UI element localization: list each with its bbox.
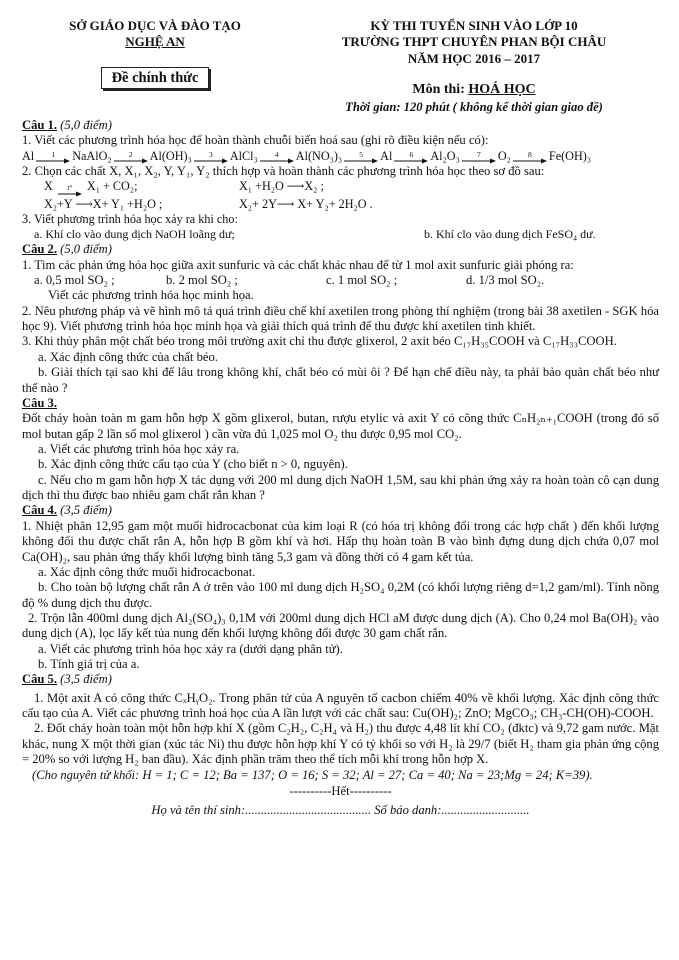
chain-step-number: 6	[409, 149, 414, 159]
department-name: SỞ GIÁO DỤC VÀ ĐÀO TẠO	[69, 18, 241, 33]
chain-substance: O₂	[497, 148, 511, 163]
q2-part3: 3. Khi thủy phân một chất béo trong môi trường axit chỉ thu được glixerol, 2 axit béo C₁₇H₃₅COOH và C₁₇H₃₃COOH.	[22, 334, 617, 349]
chain-substance: Al₂O₃	[430, 148, 460, 163]
question-5-title: Câu 5.	[22, 672, 57, 687]
question-5-points: (3,5 điểm)	[57, 672, 112, 687]
scheme-eq-b: X₁ +H₂O ⟶X₂ ;	[239, 178, 324, 193]
scheme-eq-a: X t° X₁ + CO₂;	[44, 179, 239, 197]
chain-arrow	[394, 151, 428, 164]
q2-option-d: d. 1/3 mol SO₂.	[466, 273, 545, 288]
subject-value: HOÁ HỌC	[468, 81, 536, 97]
q1-part1: 1. Viết các phương trình hóa học để hoàn thành chuỗi biến hoá sau (ghi rõ điều kiện nếu có):	[22, 133, 489, 148]
q1-part3: 3. Viết phương trình hóa học xảy ra khi cho:	[22, 211, 238, 226]
chain-arrow	[462, 151, 496, 164]
chain-arrow	[344, 151, 378, 164]
chain-step-number: 3	[208, 149, 213, 159]
q2-part2: 2. Nêu phương pháp và vẽ hình mô tả quá trình điều chế khí axetilen trong phòng thí nghiệm (trong bài 38 axetilen - SGK hóa học 9). Viết phương trình hóa học minh họa và giải thích quá trình để thu được khí axetilen tinh khiết.	[22, 303, 659, 334]
exam-title-block	[309, 18, 639, 116]
question-3-heading	[22, 396, 659, 411]
chain-substance: Al(NO₃)₃	[295, 148, 343, 163]
chain-substance: Al	[380, 148, 393, 163]
scheme-arrow: t°	[58, 184, 82, 197]
chain-step-number: 2	[128, 149, 133, 159]
q3-statement: Đốt cháy hoàn toàn m gam hỗn hợp X gồm glixerol, butan, rượu etylic và axit Y có công thức CₙH₂ₙ₊₁COOH (trong đó số mol butan gấp 2 lần số mol glixerol ) cần vừa đủ 1,025 mol O₂ thu được 0,95 mol CO₂.	[22, 411, 659, 441]
chain-step-number: 4	[274, 149, 279, 159]
chain-substance: NaAlO₂	[72, 148, 112, 163]
chain-substance: Fe(OH)₃	[548, 148, 592, 163]
q2-part3b: b. Giải thích tại sao khi để lâu trong không khí, chất béo có mùi ôi ? Để hạn chế điều này, ta phải bảo quản chất béo như thế nào ?	[22, 365, 659, 395]
chain-substance: Al(OH)₃	[149, 148, 192, 163]
chain-step-number: 7	[476, 149, 481, 159]
q2-options	[22, 273, 659, 288]
chain-step-number: 5	[359, 149, 364, 159]
question-1-title: Câu 1.	[22, 117, 57, 132]
q2-option-c: c. 1 mol SO₂ ;	[326, 273, 398, 288]
q1-part2: 2. Chọn các chất X, X₁, X₂, Y, Y₁, Y₂ thích hợp và hoàn thành các phương trình hóa học theo sơ đồ sau:	[22, 163, 545, 178]
question-1-heading	[22, 118, 659, 133]
candidate-info-line: Họ và tên thí sinh:........................................ Số báo danh:............................	[151, 803, 530, 818]
time-limit: Thời gian: 120 phút ( không kể thời gian giao đề)	[345, 100, 603, 115]
chain-arrow	[513, 151, 547, 164]
q4-part1: 1. Nhiệt phân 12,95 gam một muối hiđrocacbonat của kim loại R (có hóa trị không đổi trong các hợp chất ) đến khối lượng không đổi thu được chất rắn A, hỗn hợp B gồm khí và hơi. Hấp thụ hoàn toàn B vào bình đựng dung dịch chứa 0,07 mol Ca(OH)₂, sau phản ứng thấy khối lượng bình tăng 5,3 gam và đồng thời có 4 gam kết tủa.	[22, 518, 659, 564]
question-2-points: (5,0 điểm)	[57, 242, 112, 257]
question-4	[22, 503, 659, 672]
question-4-title: Câu 4.	[22, 503, 57, 518]
chain-arrow	[260, 151, 294, 164]
chain-step-number: 8	[528, 149, 532, 159]
q2-part1-note: Viết các phương trình hóa học minh họa.	[48, 288, 254, 303]
official-stamp-box: Đề chính thức	[101, 67, 210, 89]
q3-part-c: c. Nếu cho m gam hỗn hợp X tác dụng với 200 ml dung dịch NaOH 1,5M, sau khi phản ứng xảy ra hoàn toàn cô cạn dung dịch thì thu được bao nhiêu gam chất rắn khan ?	[22, 472, 659, 503]
q3-part-b: b. Xác định công thức cấu tạo của Y (cho biết n > 0, nguyên).	[38, 457, 348, 472]
chain-arrow	[194, 151, 228, 164]
question-3-title: Câu 3.	[22, 395, 57, 410]
subject-line	[309, 81, 639, 99]
scheme-eq-c: X₂+Y ⟶X+ Y₁ +H₂O ;	[44, 196, 163, 211]
question-2-title: Câu 2.	[22, 242, 57, 257]
question-5-heading	[22, 672, 659, 687]
question-5	[22, 672, 659, 783]
q4-part1b: b. Cho toàn bộ lượng chất rắn A ở trên vào 100 ml dung dịch H₂SO₄ 0,2M (có khối lượng riêng d=1,2 gam/ml). Tính nồng độ % dung dịch thu được.	[22, 580, 659, 610]
question-1-points: (5,0 điểm)	[57, 117, 112, 132]
q2-part3a: a. Xác định công thức của chất béo.	[38, 349, 218, 364]
exam-title: KỲ THI TUYỂN SINH VÀO LỚP 10	[370, 18, 578, 33]
q4-part1a: a. Xác định công thức muối hiđrocacbonat.	[38, 564, 256, 579]
q1-part3b: b. Khí clo vào dung dịch FeSO₄ dư.	[424, 226, 596, 241]
q4-part2b: b. Tính giá trị của a.	[38, 657, 140, 672]
question-2-heading	[22, 242, 659, 257]
school-name: TRƯỜNG THPT CHUYÊN PHAN BỘI CHÂU	[341, 34, 607, 50]
question-4-heading	[22, 503, 659, 518]
atomic-masses: (Cho nguyên tử khối: H = 1; C = 12; Ba = 137; O = 16; S = 32; Al = 27; Ca = 40; Na = 23;Mg = 24; K=39).	[32, 767, 593, 782]
exam-header	[22, 18, 659, 116]
q2-option-b: b. 2 mol SO₂ ;	[166, 273, 238, 288]
chain-arrow	[36, 151, 70, 164]
issuer-block	[40, 18, 270, 116]
q1-part3-options	[22, 227, 659, 242]
school-year: NĂM HỌC 2016 – 2017	[407, 50, 541, 66]
chain-substance: AlCl₃	[229, 148, 258, 163]
chain-substance: Al	[22, 148, 35, 163]
q1-scheme-row1	[22, 179, 659, 197]
q3-part-a: a. Viết các phương trình hóa học xảy ra.	[38, 441, 240, 456]
q1-part3a: a. Khí clo vào dung dịch NaOH loãng dư;	[34, 226, 235, 241]
reaction-chain	[22, 149, 659, 164]
q2-option-a: a. 0,5 mol SO₂ ;	[34, 273, 115, 288]
end-marker: ----------Hết----------	[289, 783, 392, 798]
question-1	[22, 118, 659, 241]
question-3	[22, 396, 659, 504]
scheme-eq-d: X₂+ 2Y⟶ X+ Y₂+ 2H₂O .	[239, 196, 373, 211]
q5-part2: 2. Đốt cháy hoàn toàn một hỗn hợp khí X (gồm C₂H₂, C₂H₄ và H₂) thu được 4,48 lít khí CO₂ (đktc) và 9,72 gam nước. Mặt khác, nung X một thời gian (xúc tác Ni) thu được hỗn hợp khí Y có tỷ khối so với H₂ là 29/7 (biết H₂ tham gia phản ứng cộng = 20% so với lượng H₂ ban đầu). Xác định phần trăm theo thể tích mỗi khí trong hỗn hợp X.	[22, 721, 659, 767]
question-4-points: (3,5 điểm)	[57, 503, 112, 518]
question-2	[22, 242, 659, 396]
q5-part1: 1. Một axit A có công thức CₓHᵧO₂. Trong phân tử của A nguyên tố cacbon chiếm 40% về khối lượng. Xác định công thức cấu tạo của A. Viết các phương trình hoá học của A lần lượt với các chất sau: Cu(OH)₂; ZnO; MgCO₃; CH₃-CH(OH)-COOH.	[22, 690, 659, 721]
province-name: NGHỆ AN	[125, 34, 185, 50]
q4-part2: 2. Trộn lẫn 400ml dung dịch Al₂(SO₄)₃ 0,1M với 200ml dung dịch HCl aM được dung dịch (A). Cho 0,24 mol Ba(OH)₂ vào dung dịch (A), lọc lấy kết tủa nung đến khối lượng không đổi được 30 gam chất rắn.	[22, 610, 659, 641]
q1-scheme-row2	[22, 197, 659, 212]
q4-part2a: a. Viết các phương trình hóa học xảy ra (dưới dạng phân tử).	[38, 641, 343, 656]
chain-step-number: 1	[51, 149, 56, 159]
subject-label: Môn thi:	[412, 81, 469, 97]
q2-part1: 1. Tìm các phản ứng hóa học giữa axit sunfuric và các chất khác nhau để từ 1 mol axit sunfuric giải phóng ra:	[22, 257, 574, 272]
chain-arrow	[114, 151, 148, 164]
